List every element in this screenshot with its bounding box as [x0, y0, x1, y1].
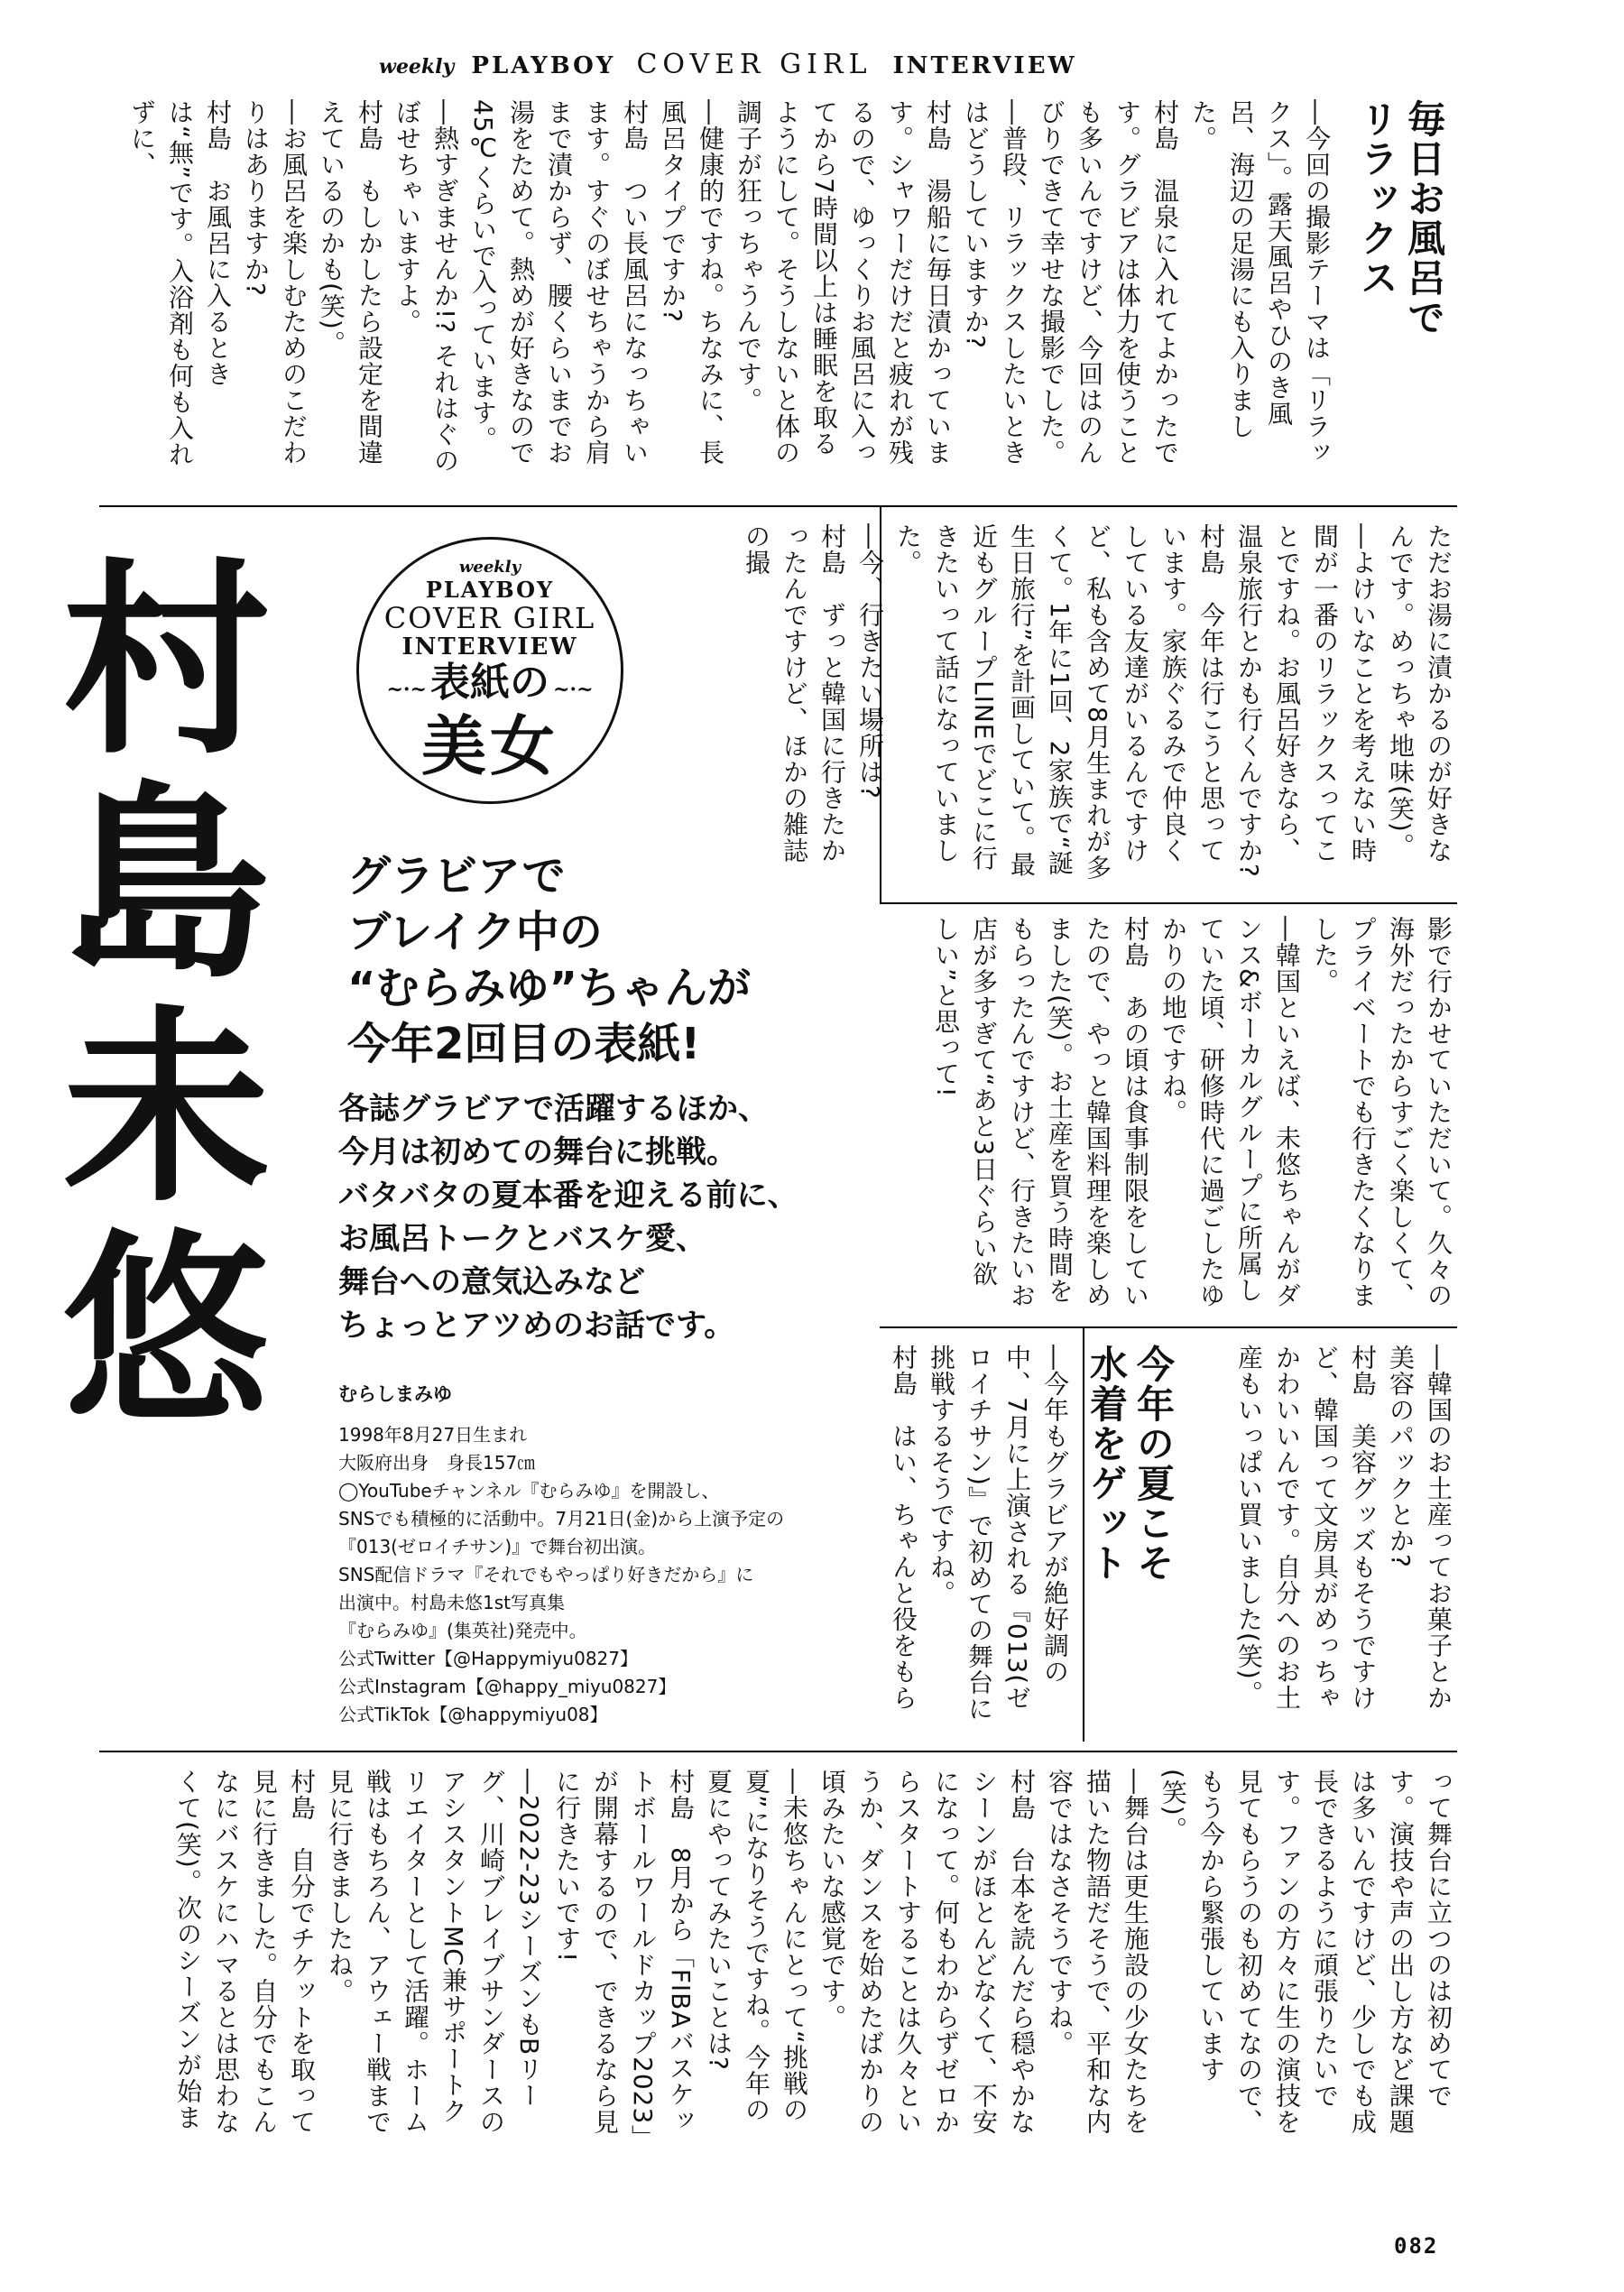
badge-bijo: 美女 — [420, 707, 558, 784]
header-interview: INTERVIEW — [892, 52, 1077, 79]
column-bath-1: ―今回の撮影テーマは「リラックス」。露天風呂やひのき風呂、海辺の足湯にも入りました。 村島 温泉に入れてよかったです。グラビアは体力を使うことも多いんですけど、今回はのんびりできて幸せな撮影でした。 ―普段、リラックスしたいときはどうしていますか? 村島 湯船に毎日漬かっています。シャワーだけだと疲れが残るので、ゆっくりお風呂に入ってから7時間以上は睡眠を取るようにして。そうしないと体の調子が狂っちゃうんです。 ―健康的ですね。ちなみに、長風呂タイプですか? 村島 つい長風呂になっちゃいます。すぐのぼせちゃうから肩まで漬からず、腰くらいまでお湯をためて。熱めが好きなので45℃くらいで入っています。 ―熱すぎませんか!? それはぐのぼせちゃいますよ。 村島 もしかしたら設定を間違えているのかも(笑)。 ―お風呂を楽しむためのこだわりはありますか? 村島 お風呂に入るときは“無”です。入浴剤も何も入れずに、 — [127, 99, 1332, 474]
running-header — [379, 49, 1191, 85]
divider-top — [99, 505, 1457, 507]
profile-line: ◯YouTubeチャンネル『むらみゆ』を開設し、 — [338, 1480, 720, 1502]
ornament-left-icon: ~·~ — [386, 678, 427, 701]
badge-hyoshi-no — [359, 661, 621, 712]
divider-mid — [880, 902, 1457, 904]
profile-line: 公式Twitter【@Happymiyu0827】 — [338, 1648, 639, 1669]
profile-line: 公式Instagram【@happy_miyu0827】 — [338, 1676, 677, 1697]
badge-hyoshi-no-text: 表紙の — [430, 660, 549, 706]
profile-line: 大阪府出身 身長157㎝ — [338, 1452, 536, 1474]
catch-line: “むらみゆ”ちゃんが — [347, 963, 752, 1013]
header-cover-girl: COVER GIRL — [636, 49, 872, 80]
column-bath-2: ただお湯に漬かるのが好きなんです。めっちゃ地味(笑)。 ―よけいなことを考えない時間が一番のリラックスってことですね。お風呂好きなら、温泉旅行とかも行くんですか? 村島 今年は行こうと思っています。家族ぐるみで仲良くしている友達がいるんですけど、私も含めて8月生まれが多くて。1年に1回、2家族で“誕生日旅行”を計画していて。最近もグループLINEでどこに行きたいって話になっていました。 ―今、行きたい場所は? 村島 ずっと韓国に行きたかったんですけど、ほかの雑誌の撮 — [742, 523, 1453, 881]
profile-name-kana: むらしまみゆ — [338, 1383, 452, 1405]
header-weekly: weekly — [379, 55, 455, 79]
lead-line: ちょっとアツめのお話です。 — [338, 1308, 735, 1344]
header-playboy: PLAYBOY — [471, 52, 616, 79]
column-souvenir: ―韓国のお土産ってお菓子とか美容のパックとか? 村島 美容グッズもそうですけど、韓国って文房具がめっちゃかわいいんです。自分へのお土産もいっぱい買いました(笑)。 — [1234, 1345, 1453, 1711]
badge-cover-girl: COVER GIRL — [383, 601, 596, 635]
divider-mid2 — [880, 1326, 1457, 1328]
catch-line: グラビアで — [347, 851, 566, 901]
profile-line: 『013(ゼロイチサン)』で舞台初出演。 — [338, 1536, 657, 1557]
lead-line: お風呂トークとバスケ愛、 — [338, 1221, 706, 1257]
profile-box — [338, 1381, 880, 1729]
heading-bath: 毎日お風呂で リラックス — [1355, 99, 1446, 337]
profile-line: SNS配信ドラマ『それでもやっぱり好きだから』に — [338, 1564, 754, 1585]
profile-line: 1998年8月27日生まれ — [338, 1424, 528, 1446]
lead-line: 今月は初めての舞台に挑戦。 — [338, 1134, 737, 1170]
lead-line: 各誌グラビアで活躍するほか、 — [338, 1091, 770, 1127]
lead-line: 舞台への意気込みなど — [338, 1264, 645, 1300]
badge-interview: INTERVIEW — [401, 633, 578, 661]
column-korea: 影で行かせていただいて。久々の海外だったからすごく楽しくて、プライベートでも行きたくなりました。 ―韓国といえば、未悠ちゃんがダンス&ボーカルグループに所属していた頃、研修時代に過ごしたゆかりの地ですね。 村島 あの頃は食事制限をしていたので、やっと韓国料理を楽しめました(笑)。お土産を買う時間をもらったんですけど、行きたいお店が多すぎて“あと3日ぐらい欲しい”と思って! — [931, 916, 1453, 1308]
catch-line: ブレイク中の — [347, 907, 603, 957]
profile-line: 出演中。村島未悠1st写真集 — [338, 1592, 565, 1613]
heading-swimsuit: 今年の夏こそ 水着をゲット — [1084, 1345, 1176, 1583]
catch-copy — [347, 848, 853, 1072]
catch-line: 今年2回目の表紙! — [347, 1019, 701, 1069]
lead-text — [338, 1087, 880, 1347]
profile-line: SNSでも積極的に活動中。7月21日(金)から上演予定の — [338, 1508, 785, 1530]
badge-weekly: weekly — [458, 558, 521, 577]
ornament-right-icon: ~·~ — [553, 678, 594, 701]
profile-line: 公式TikTok【@happymiyu08】 — [338, 1704, 608, 1725]
column-bottom: って舞台に立つのは初めてです。演技や声の出し方など課題は多いんですけど、少しでも成長できるように頑張りたいです。ファンの方々に生の演技を見てもらうのも初めてなので、もう今から緊張しています(笑)。 ―舞台は更生施設の少女たちを描いた物語だそうで、平和な内容ではなさそうですね。 村島 台本を読んだら穏やかなシーンがほとんどなくて、不安になって。何もわからずゼロからスタートすることは久々というか、ダンスを始めたばかりの頃みたいな感覚です。 ―未悠ちゃんにとって“挑戦の夏”になりそうですね。今年の夏にやってみたいことは? 村島 8月から「FIBAバスケットボールワールドカップ2023」が開幕するので、できるなら見に行きたいです! ―2022-23シーズンもBリーグ、川崎ブレイブサンダースのアシスタントMC兼サポートクリエイターとして活躍。ホーム戦はもちろん、アウェー戦まで見に行きましたね。 村島 自分でチケットを取って見に行きました。自分でもこんなにバスケにハマるとは思わなくて(笑)。次のシーズンが始ま — [173, 1769, 1453, 2139]
page-number: 082 — [1394, 2233, 1439, 2259]
cover-girl-badge — [356, 537, 623, 804]
divider-bottom — [99, 1751, 1457, 1752]
column-stage: ―今年もグラビアが絶好調の中、7月に上演される『013(ゼロイチサン)』で初めての舞台に挑戦するそうですね。 村島 はい、ちゃんと役をもら — [889, 1345, 1070, 1722]
title-name: 村島未悠 — [27, 550, 271, 1446]
profile-line: 『むらみゆ』(集英社)発売中。 — [338, 1620, 587, 1641]
lead-line: バタバタの夏本番を迎える前に、 — [338, 1178, 798, 1214]
badge-playboy: PLAYBOY — [425, 577, 555, 603]
